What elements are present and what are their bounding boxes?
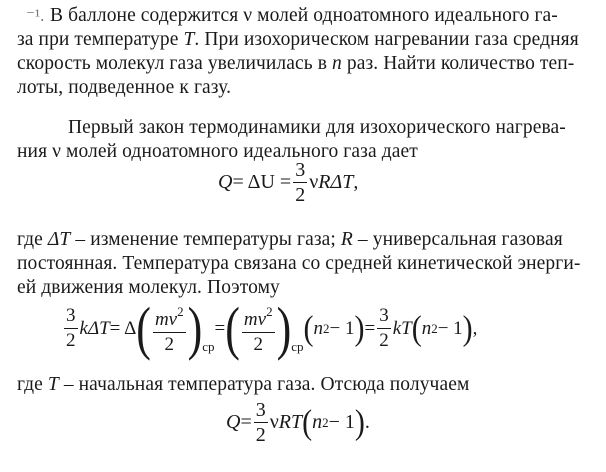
solution-para1-line1 [68, 116, 566, 140]
eq1-R: R [318, 171, 331, 193]
eq2-f2-den: 2 [164, 334, 175, 355]
eq1-Q: Q [218, 171, 233, 193]
p2-text-line3: ей движения молекул. Поэтому [17, 277, 280, 298]
eq2-f4-num: 3 [377, 304, 391, 329]
solution-text-1: Первый закон термодинамики для изохорического нагрева- [68, 117, 566, 138]
eq1-numerator: 3 [295, 159, 306, 181]
eq3-minus-one: − 1 [328, 411, 355, 433]
eq2-fraction-1 [64, 304, 78, 353]
solution-text-2: ния ν молей одноатомного идеального газа дает [17, 141, 418, 162]
eq2-paren-close-4: ) [462, 308, 473, 347]
eq1-nu: ν [309, 171, 319, 193]
eq2-minus-one: − 1 [329, 317, 355, 339]
eq2-k: k [79, 317, 88, 339]
eq2-kT: kT [392, 317, 412, 339]
eq2-f4-den: 2 [379, 330, 389, 351]
eq1-equals: = ΔU = [232, 171, 292, 193]
solution-para2-line2 [17, 252, 580, 276]
p3-text-b: – начальная температура газа. Отсюда получаем [58, 374, 470, 395]
eq2-minus-one-2: − 1 [437, 317, 463, 339]
eq2-n2: n [421, 317, 432, 339]
eq3-n: n [312, 411, 323, 433]
solution-para3 [17, 373, 469, 397]
eq2-f3-mv: mv [243, 309, 267, 330]
eq2-n2-exp: 2 [431, 320, 438, 336]
problem-text-3a: скорость молекул газа увеличилась в [17, 53, 333, 74]
p3-T: T [47, 374, 59, 395]
eq2-paren-close-3: ) [354, 308, 365, 347]
eq3-Q: Q [226, 411, 241, 433]
eq3-den: 2 [255, 424, 266, 446]
eq2-paren-close-1: ) [187, 294, 203, 361]
eq3-nu: ν [269, 411, 279, 433]
eq3-paren-open: ( [302, 402, 313, 441]
symbol-n: n [332, 53, 342, 74]
eq1-fraction [293, 158, 307, 207]
eq1-deltaT: ΔT [330, 171, 354, 193]
eq2-fraction-4 [377, 304, 391, 353]
eq3-num: 3 [255, 399, 266, 421]
eq2-fraction-3 [242, 300, 275, 357]
problem-number-fragment: ⁻¹. [26, 6, 45, 25]
problem-text-2b: . При изохорическом нагревании газа средняя [194, 29, 579, 50]
equation-first-law [218, 158, 358, 207]
eq3-n-exp: 2 [322, 414, 329, 430]
symbol-T: T [183, 29, 195, 50]
eq2-paren-close-2: ) [276, 294, 292, 361]
problem-line-4 [17, 76, 231, 100]
equation-energy-relation [62, 294, 478, 361]
problem-line-3 [17, 52, 574, 76]
p2-deltaT: ΔT [47, 229, 71, 250]
eq2-f3-num [242, 300, 275, 333]
eq2-equals-2: = [214, 317, 226, 339]
eq2-equals-3: = [364, 317, 376, 339]
equation-answer [226, 398, 370, 447]
eq2-subscript-sr-2: ср [291, 338, 304, 354]
eq3-RT: RT [278, 411, 303, 433]
p3-text-a: где [17, 374, 48, 395]
eq2-f2-exp: 2 [177, 304, 184, 319]
p2-text-line2: постоянная. Температура связана со средней кинетической энерги- [17, 253, 581, 274]
eq2-equals-delta: = Δ [109, 317, 137, 339]
eq3-period: . [364, 411, 370, 433]
problem-line-2 [17, 28, 579, 52]
eq2-fraction-2 [153, 300, 186, 357]
eq3-fraction [254, 398, 268, 447]
problem-text-2a: за при температуре [17, 29, 184, 50]
eq2-f2-num [153, 300, 186, 333]
eq2-deltaT: ΔT [87, 317, 110, 339]
eq2-f1-den: 2 [66, 330, 76, 351]
eq2-paren-open-1: ( [136, 294, 151, 361]
problem-text-4: лоты, подведенное к газу. [17, 77, 232, 98]
eq2-n: n [313, 317, 324, 339]
eq2-f3-den: 2 [253, 334, 263, 355]
p2-text-b: – изменение температуры газа; [70, 229, 341, 250]
eq1-comma: , [353, 171, 359, 193]
eq1-denominator: 2 [295, 184, 306, 206]
p2-text-c: – универсальная газовая [352, 229, 563, 250]
problem-text-3b: раз. Найти количество теп- [341, 53, 575, 74]
eq3-paren-close: ) [354, 402, 365, 441]
eq2-f2-mv: mv [154, 309, 178, 330]
problem-line-1 [50, 4, 558, 28]
problem-text-1: В баллоне содержится ν молей одноатомного идеального га- [50, 5, 558, 26]
eq2-n-exp: 2 [323, 320, 330, 336]
p2-R: R [340, 229, 353, 250]
eq2-paren-open-4: ( [411, 308, 422, 347]
eq2-paren-open-3: ( [303, 308, 314, 347]
eq2-paren-open-2: ( [225, 294, 240, 361]
eq3-equals: = [240, 411, 252, 433]
eq2-f1-num: 3 [64, 304, 78, 329]
solution-para2-line1 [17, 228, 563, 252]
eq2-f3-exp: 2 [266, 304, 273, 319]
p2-text-a: где [17, 229, 48, 250]
eq2-subscript-sr-1: ср [202, 338, 215, 354]
eq2-comma: , [472, 317, 478, 339]
